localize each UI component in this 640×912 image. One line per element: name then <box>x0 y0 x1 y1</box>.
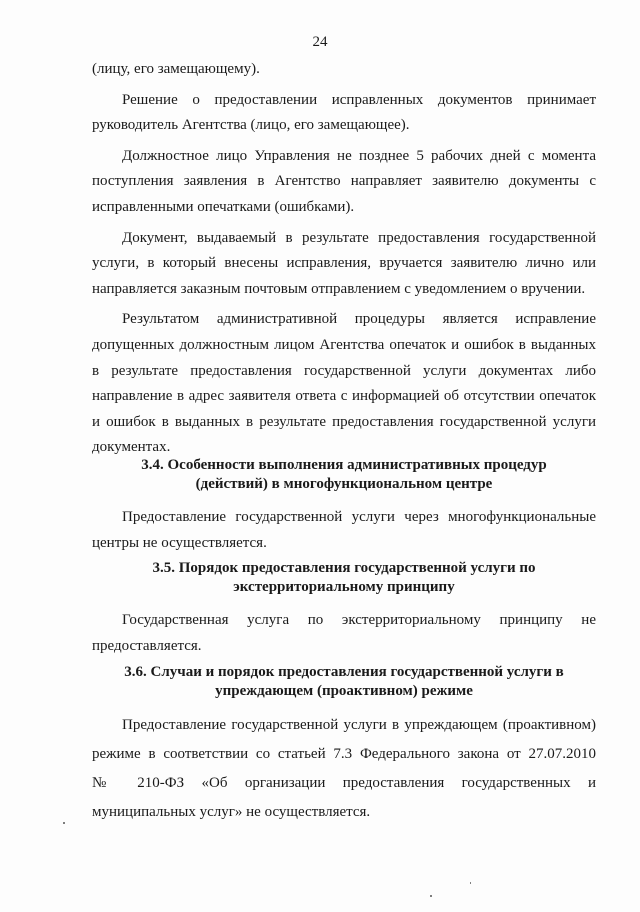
section-3-6-body <box>92 711 596 827</box>
paragraph-continuation: (лицу, его замещающему). <box>92 61 260 77</box>
scan-speck <box>63 822 65 824</box>
section-3-4-heading-line1: 3.4. Особенности выполнения административных процедур <box>141 457 547 473</box>
scan-speck <box>430 895 432 897</box>
section-3-5-heading <box>92 559 596 597</box>
page-number: 24 <box>312 34 328 50</box>
section-3-4-heading-line2: (действий) в многофункциональном центре <box>195 476 493 492</box>
section-3-5-body <box>92 608 596 659</box>
paragraph-procedure-result: Результатом административной процедуры является исправление допущенных должностным лицом Агентства опечаток и ошибок в выданных в результате предоставления государственной услуги документах либо направление в адрес заявителя ответа с информацией об отсутствии опечаток и ошибок в выданных в результате предоставления государственной услуги документах. <box>92 311 596 456</box>
section-3-6-text-line1: Предоставление государственной услуги в упреждающем (проактивном) <box>122 717 596 733</box>
section-3-5-text-line2: предоставляется. <box>92 637 202 654</box>
paragraph-official-deadline: Должностное лицо Управления не позднее 5 рабочих дней с момента поступления заявления в Агентство направляет заявителю документы с исправленными опечатками (ошибками). <box>92 147 596 215</box>
section-3-4-body <box>92 505 596 556</box>
section-3-4-text: Предоставление государственной услуги через многофункциональные центры не осуществляется. <box>92 509 596 551</box>
section-3-6-text-line3: № 210-ФЗ «Об организации предоставления государственных и <box>92 775 596 791</box>
section-3-5-heading-line1: 3.5. Порядок предоставления государственной услуги по <box>152 560 536 576</box>
section-3-6-heading <box>92 663 596 701</box>
scan-speck <box>470 882 471 884</box>
section-3-6-heading-line2: упреждающем (проактивном) режиме <box>215 683 473 699</box>
section-3-5-text-line1: Государственная услуга по экстерриториальному принципу не <box>122 612 596 628</box>
section-3-6-text-line2: режиме в соответствии со статьей 7.3 Федерального закона от 27.07.2010 <box>92 746 596 762</box>
section-3-6-text-line4: муниципальных услуг» не осуществляется. <box>92 804 371 820</box>
paragraph-document-delivery: Документ, выдаваемый в результате предоставления государственной услуги, в который внесены исправления, вручается заявителю лично или направляется заказным почтовым отправлением с уведомлением о вручении. <box>92 229 596 297</box>
paragraph-decision: Решение о предоставлении исправленных документов принимает руководитель Агентства (лицо, его замещающее). <box>92 91 596 134</box>
section-3-6-heading-line1: 3.6. Случаи и порядок предоставления государственной услуги в <box>124 664 564 680</box>
section-3-4-heading <box>92 456 596 494</box>
text-block-intro <box>92 57 596 461</box>
section-3-5-heading-line2: экстерриториальному принципу <box>233 579 455 595</box>
